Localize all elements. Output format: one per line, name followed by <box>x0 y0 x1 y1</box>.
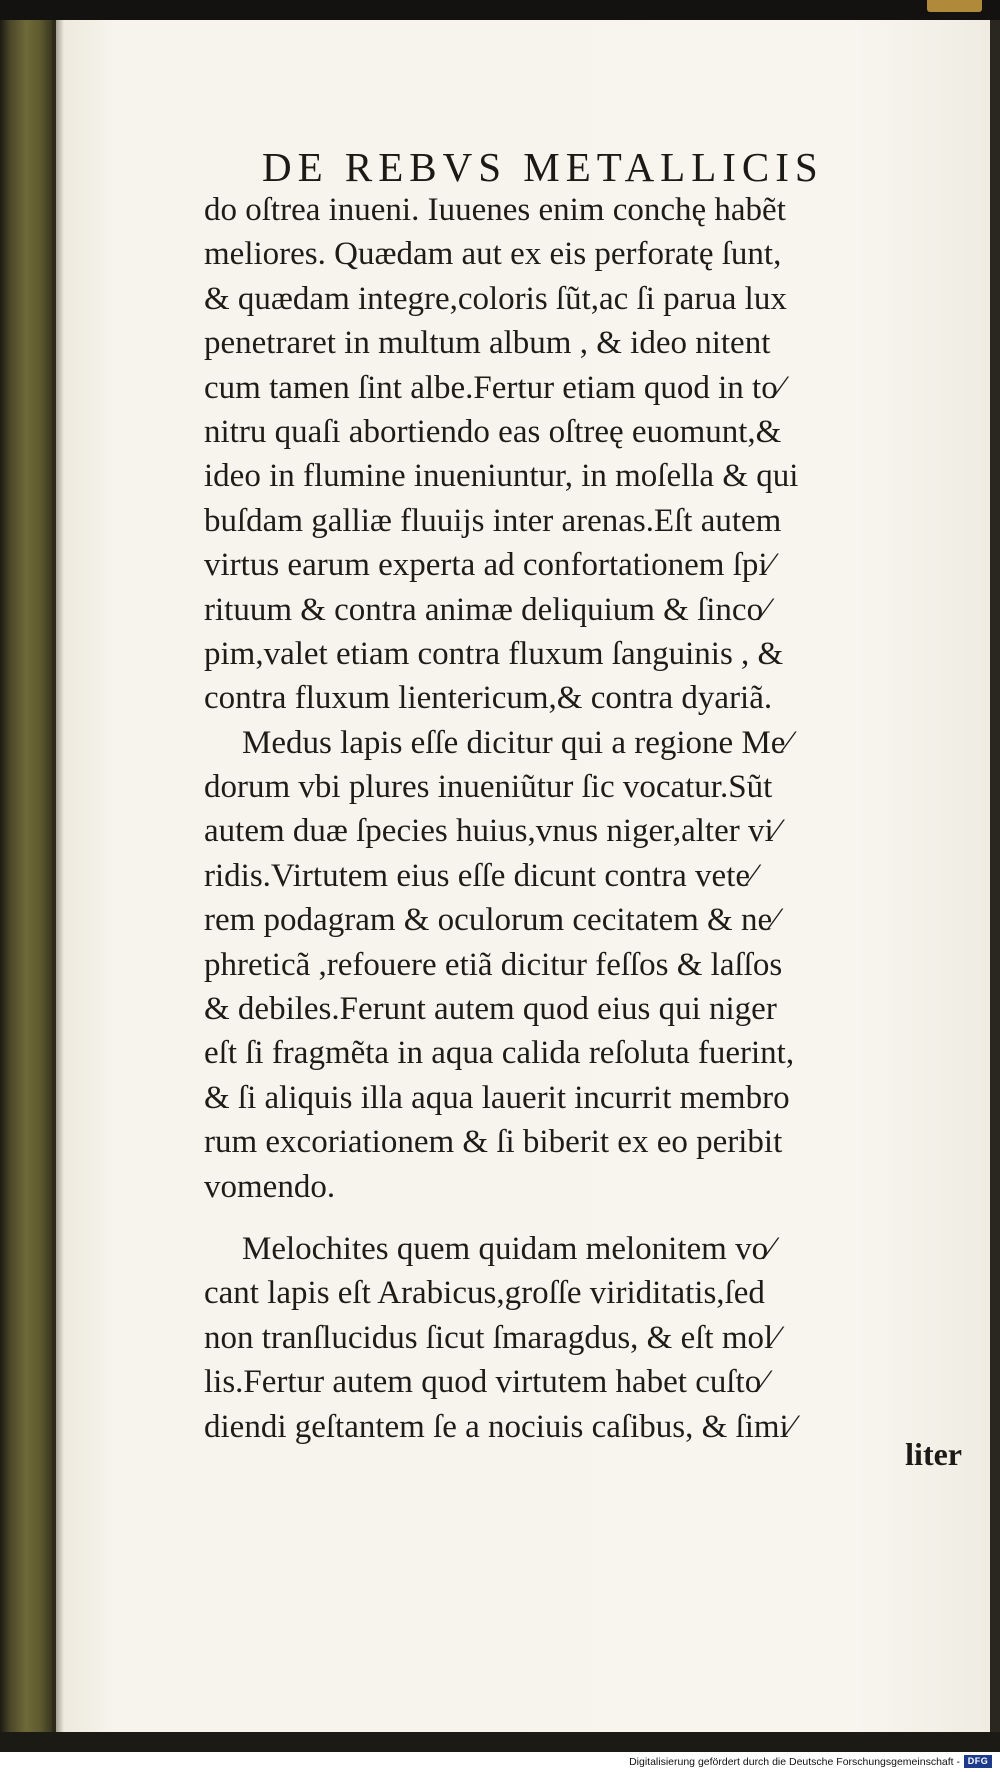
text-line: vomendo. <box>204 1168 336 1205</box>
text-line: cum tamen ſint albe.Fertur etiam quod in to⁄ <box>204 369 784 406</box>
top-edge <box>0 0 1000 20</box>
text-line: rum excoriationem & ſi biberit ex eo peribit <box>204 1124 783 1161</box>
text-line: pim,valet etiam contra fluxum ſanguinis , & <box>204 635 784 672</box>
text-line: meliores. Quædam aut ex eis perforatę ſunt, <box>204 236 782 273</box>
dfg-logo: DFG <box>964 1755 992 1768</box>
text-line: autem duæ ſpecies huius,vnus niger,alter vi⁄ <box>204 813 780 850</box>
text-line: cant lapis eſt Arabicus,groſſe viriditatis,ſed <box>204 1275 765 1312</box>
running-head: DE REBVS METALLICIS <box>262 144 824 190</box>
text-line: & ſi aliquis illa aqua lauerit incurrit membro <box>204 1079 790 1116</box>
text-line: buſdam galliæ fluuijs inter arenas.Eſt autem <box>204 502 782 539</box>
paragraph-start-line: Melochites quem quidam melonitem vo⁄ <box>242 1230 774 1267</box>
text-line: virtus earum experta ad confortationem ſpi⁄ <box>204 547 774 584</box>
paragraph-gap <box>204 1209 972 1227</box>
catchword: liter <box>905 1436 962 1472</box>
text-line: rem podagram & oculorum cecitatem & ne⁄ <box>204 902 778 939</box>
text-block <box>204 188 972 1449</box>
funding-credit: Digitalisierung gefördert durch die Deutsche Forschungsgemeinschaft - <box>629 1756 960 1768</box>
text-line: lis.Fertur autem quod virtutem habet cuſto⁄ <box>204 1364 767 1401</box>
text-line: rituum & contra animæ deliquium & ſinco⁄ <box>204 591 769 628</box>
text-line: & debiles.Ferunt autem quod eius qui niger <box>204 991 777 1028</box>
text-line: diendi geſtantem ſe a nociuis caſibus, & ſimi⁄ <box>204 1408 795 1445</box>
text-line: dorum vbi plures inueniũtur ſic vocatur.Sũt <box>204 769 773 806</box>
gilt-edge <box>927 0 982 12</box>
text-line: & quædam integre,coloris ſũt,ac ſi parua lux <box>204 280 787 317</box>
book-cover-edge <box>0 20 56 1752</box>
right-edge <box>990 20 1000 1752</box>
text-line: non tranſlucidus ſicut ſmaragdus, & eſt mol⁄ <box>204 1319 779 1356</box>
text-line: phreticã ,refouere etiã dicitur feſſos & laſſos <box>204 946 783 983</box>
gutter-shadow <box>52 20 64 1752</box>
paragraph-start-line: Medus lapis eſſe dicitur qui a regione Me⁄ <box>242 724 791 761</box>
text-line: do oſtrea inueni. Iuuenes enim conchę habẽt <box>204 192 786 228</box>
text-line: ideo in flumine inueniuntur, in moſella & qui <box>204 458 799 495</box>
text-line: ridis.Virtutem eius eſſe dicunt contra vete⁄ <box>204 857 756 894</box>
bottom-edge <box>0 1732 1000 1752</box>
text-line: eſt ſi fragmẽta in aqua calida reſoluta fuerint, <box>204 1035 795 1072</box>
text-line: penetraret in multum album , & ideo nitent <box>204 325 771 362</box>
text-line: nitru quaſi abortiendo eas oſtreę euomunt,& <box>204 413 782 450</box>
text-line: contra fluxum lientericum,& contra dyariã. <box>204 680 773 717</box>
